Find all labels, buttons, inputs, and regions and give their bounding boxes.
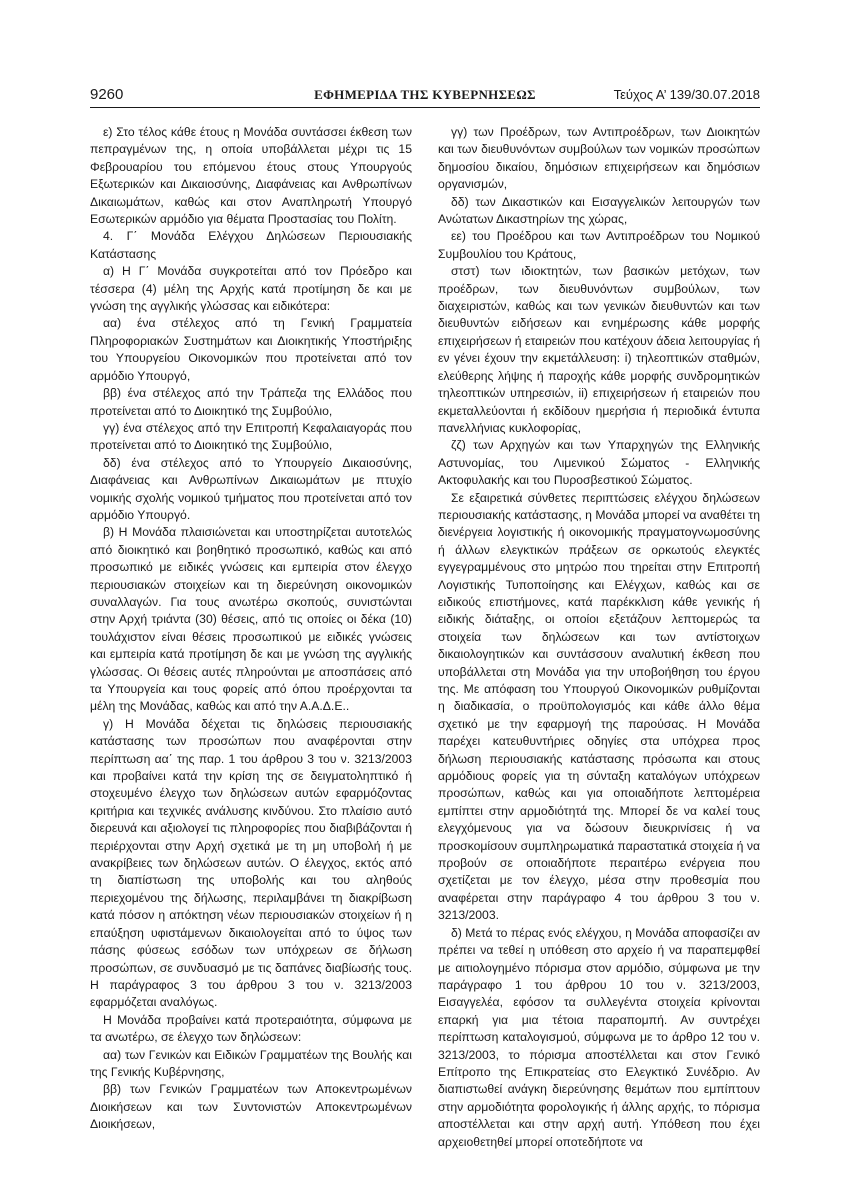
paragraph: ε) Στο τέλος κάθε έτους η Μονάδα συντάσσει έκθεση των πεπραγμένων της, η οποία υποβάλλεται μέχρι τις 15 Φεβρουαρίου του επόμενου έτους στους Υπουργούς Εξωτερικών και Δικαιοσύνης, Διαφάνειας και Ανθρωπίνων Δικαιωμάτων, καθώς και στον Αναπληρωτή Υπουργό Εσωτερικών αρμόδιο για θέματα Προστασίας του Πολίτη. (90, 125, 412, 227)
paragraph: ζζ) των Αρχηγών και των Υπαρχηγών της Ελληνικής Αστυνομίας, του Λιμενικού Σώματος - Ελληνικής Ακτοφυλακής και του Πυροσβεστικού Σώματος. (438, 438, 760, 488)
paragraph: εε) του Προέδρου και των Αντιπροέδρων του Νομικού Συμβουλίου του Κράτους, (438, 229, 760, 261)
paragraph: Η Μονάδα προβαίνει κατά προτεραιότητα, σύμφωνα με τα ανωτέρω, σε έλεγχο των δηλώσεων: (90, 1012, 412, 1045)
paragraph: ββ) των Γενικών Γραμματέων των Αποκεντρωμένων Διοικήσεων και των Συντονιστών Αποκεντρωμένων Διοικήσεων, (90, 1082, 412, 1132)
paragraph: δ) Μετά το πέρας ενός ελέγχου, η Μονάδα αποφασίζει αν πρέπει να τεθεί η υπόθεση στο αρχείο ή να παραπεμφθεί με αιτιολογημένο πόρισμα στον αρμόδιο, σύμφωνα με την παράγραφο 1 του άρθρου 10 του ν. 3213/2003, Εισαγγελέα, εφόσον τα συλλεγέντα στοιχεία κρίνονται επαρκή για μια τέτοια παραπομπή. Αν συντρέχει περίπτωση καταλογισμού, σύμφωνα με το άρθρο 12 του ν. 3213/2003, το πόρισμα αποστέλλεται και στον Γενικό Επίτροπο της Επικρατείας στο Ελεγκτικό Συνέδριο. Αν διαπιστωθεί ανάγκη διερεύνησης θεμάτων που εμπίπτουν στην αρμοδιότητα φορολογικής ή άλλης αρχής, το πόρισμα αποστέλλεται και στην αρχή αυτή. Υπόθεση που έχει αρχειοθετηθεί μπορεί οποτεδήποτε να (438, 925, 760, 1149)
paragraph: δδ) των Δικαστικών και Εισαγγελικών λειτουργών των Ανώτατων Δικαστηρίων της χώρας, (438, 194, 760, 227)
paragraph: γ) Η Μονάδα δέχεται τις δηλώσεις περιουσιακής κατάστασης των προσώπων που αναφέρονται στην περίπτωση αα΄ της παρ. 1 του άρθρου 3 του ν. 3213/2003 και προβαίνει κατά την κρίση της σε δειγματοληπτικό ή στοχευμένο έλεγχο των δηλώσεων αυτών εφαρμόζοντας κριτήρια και τεχνικές ανάλυσης κινδύνου. Στο πλαίσιο αυτό διερευνά και αξιολογεί τις πληροφορίες που διαβιβάζονται ή περιέρχονται στην Αρχή σχετικά με τη μη υποβολή ή με ανακρίβειες των δηλώσεων αυτών. Ο έλεγχος, εκτός από τη διαπίστωση της υποβολής και του αληθούς περιεχομένου της δήλωσης, περιλαμβάνει τη διακρίβωση κατά πόσον η απόκτηση νέων περιουσιακών στοιχείων ή η επαύξηση υφιστάμενων δικαιολογείται από το ύψος των πάσης φύσεως εσόδων των υπόχρεων σε δήλωση προσώπων, σε συνδυασμό με τις δαπάνες διαβίωσής τους. Η παράγραφος 3 του άρθρου 3 του ν. 3213/2003 εφαρμόζεται αναλόγως. (90, 716, 412, 1010)
paragraph: γγ) των Προέδρων, των Αντιπροέδρων, των Διοικητών και των διευθυνόντων συμβούλων των νομικών προσώπων δημοσίου δικαίου, δημόσιων επιχειρήσεων και δημόσιων οργανισμών, (438, 125, 760, 192)
paragraph: α) Η Γ΄ Μονάδα συγκροτείται από τον Πρόεδρο και τέσσερα (4) μέλη της Αρχής κατά προτίμηση δε και με γνώση της αγγλικής γλώσσας και ειδικότερα: (90, 264, 412, 314)
page-number: 9260 (90, 86, 124, 103)
left-text-column (90, 124, 412, 1132)
header-divider (90, 107, 760, 108)
paragraph: ββ) ένα στέλεχος από την Τράπεζα της Ελλάδος που προτείνεται από το Διοικητικό της Συμβούλιο, (90, 386, 412, 418)
right-text-column (438, 124, 760, 1149)
paragraph: αα) των Γενικών και Ειδικών Γραμματέων της Βουλής και της Γενικής Κυβέρνησης, (90, 1047, 412, 1079)
paragraph: αα) ένα στέλεχος από τη Γενική Γραμματεία Πληροφοριακών Συστημάτων και Διοικητικής Υποστήριξης του Υπουργείου Οικονομικών που προτείνεται από τον αρμόδιο Υπουργό, (90, 316, 412, 383)
paragraph: 4. Γ΄ Μονάδα Ελέγχου Δηλώσεων Περιουσιακής Κατάστασης (90, 229, 412, 261)
paragraph: γγ) ένα στέλεχος από την Επιτροπή Κεφαλαιαγοράς που προτείνεται από το Διοικητικό της Συμβούλιο, (90, 420, 412, 453)
paragraph: Σε εξαιρετικά σύνθετες περιπτώσεις ελέγχου δηλώσεων περιουσιακής κατάστασης, η Μονάδα μπορεί να αναθέτει τη διενέργεια λογιστικής ή οικονομικής πραγματογνωμοσύνης ή άλλων ελεγκτικών πράξεων σε ορκωτούς ελεγκτές εγγεγραμμένους στο μητρώο που τηρείται στην Επιτροπή Λογιστικής Τυποποίησης και Ελέγχων, καθώς και σε ειδικούς επιστήμονες, κατά παρέκκλιση κάθε γενικής ή ειδικής διάταξης, οι οποίοι εξετάζουν λεπτομερώς τα στοιχεία των δηλώσεων και των αντίστοιχων δικαιολογητικών και συντάσσουν αναλυτική έκθεση που υποβάλλεται στη Μονάδα για την υποβοήθηση του έργου της. Με απόφαση του Υπουργού Οικονομικών ρυθμίζονται η διαδικασία, ο προϋπολογισμός και κάθε άλλο θέμα σχετικό με την εφαρμογή της παρούσας. Η Μονάδα παρέχει κατευθυντήριες οδηγίες στα υπόχρεα προς δήλωση περιουσιακής κατάστασης πρόσωπα και στους αρμόδιους φορείς για τη σύνταξη καταλόγων υπόχρεων προσώπων, καθώς και για οποιαδήποτε λεπτομέρεια εμπίπτει στην αρμοδιότητά της. Μπορεί δε να καλεί τους ελεγχόμενους για να δώσουν διευκρινίσεις ή να προσκομίσουν συμπληρωματικά παραστατικά στοιχεία ή να προβούν σε οποιαδήποτε περαιτέρω ενέργεια που σχετίζεται με τον έλεγχο, μέσα στην προθεσμία που αναφέρεται στην παράγραφο 4 του άρθρου 3 του ν. 3213/2003. (438, 490, 760, 923)
paragraph: δδ) ένα στέλεχος από το Υπουργείο Δικαιοσύνης, Διαφάνειας και Ανθρωπίνων Δικαιωμάτων με πτυχίο νομικής σχολής νομικού τμήματος που προτείνεται από τον αρμόδιο Υπουργό. (90, 455, 412, 522)
paragraph: β) Η Μονάδα πλαισιώνεται και υποστηρίζεται αυτοτελώς από διοικητικό και βοηθητικό προσωπικό, καθώς και από προσωπικό με ειδικές γνώσεις και εμπειρία στον έλεγχο περιουσιακών στοιχείων και τη διερεύνηση οικονομικών συναλλαγών. Για τους ανωτέρω σκοπούς, συνιστώνται στην Αρχή τριάντα (30) θέσεις, από τις οποίες οι δέκα (10) τουλάχιστον είναι θέσεις προσωπικού με ειδικές γνώσεις και εμπειρία κατά προτίμηση δε και με γνώση της αγγλικής γλώσσας. Οι θέσεις αυτές πληρούνται με αποσπάσεις από τα Υπουργεία και τους φορείς από όπου προέρχονται τα μέλη της Μονάδας, καθώς και από την Α.Α.Δ.Ε.. (90, 525, 412, 714)
paragraph: στστ) των ιδιοκτητών, των βασικών μετόχων, των προέδρων, των διευθυνόντων συμβούλων, των διαχειριστών, καθώς και των γενικών διευθυντών και των διευθυντών ειδήσεων και ενημέρωσης κάθε μορφής επιχειρήσεων ή εταιρειών που κατέχουν άδεια λειτουργίας ή εν γένει έχουν την εκμετάλλευση: i) τηλεοπτικών σταθμών, ελεύθερης λήψης ή παροχής κάθε μορφής συνδρομητικών τηλεοπτικών υπηρεσιών, ii) επιχειρήσεων ή εταιρειών που εκμεταλλεύονται ή εκδίδουν ημερήσια ή περιοδικά έντυπα πανελλήνιας κυκλοφορίας, (438, 264, 760, 435)
page-header (90, 86, 760, 106)
gazette-title: ΕΦΗΜΕΡΙΔΑ ΤΗΣ ΚΥΒΕΡΝΗΣΕΩΣ (314, 87, 536, 102)
issue-reference: Τεύχος Α’ 139/30.07.2018 (613, 87, 760, 102)
